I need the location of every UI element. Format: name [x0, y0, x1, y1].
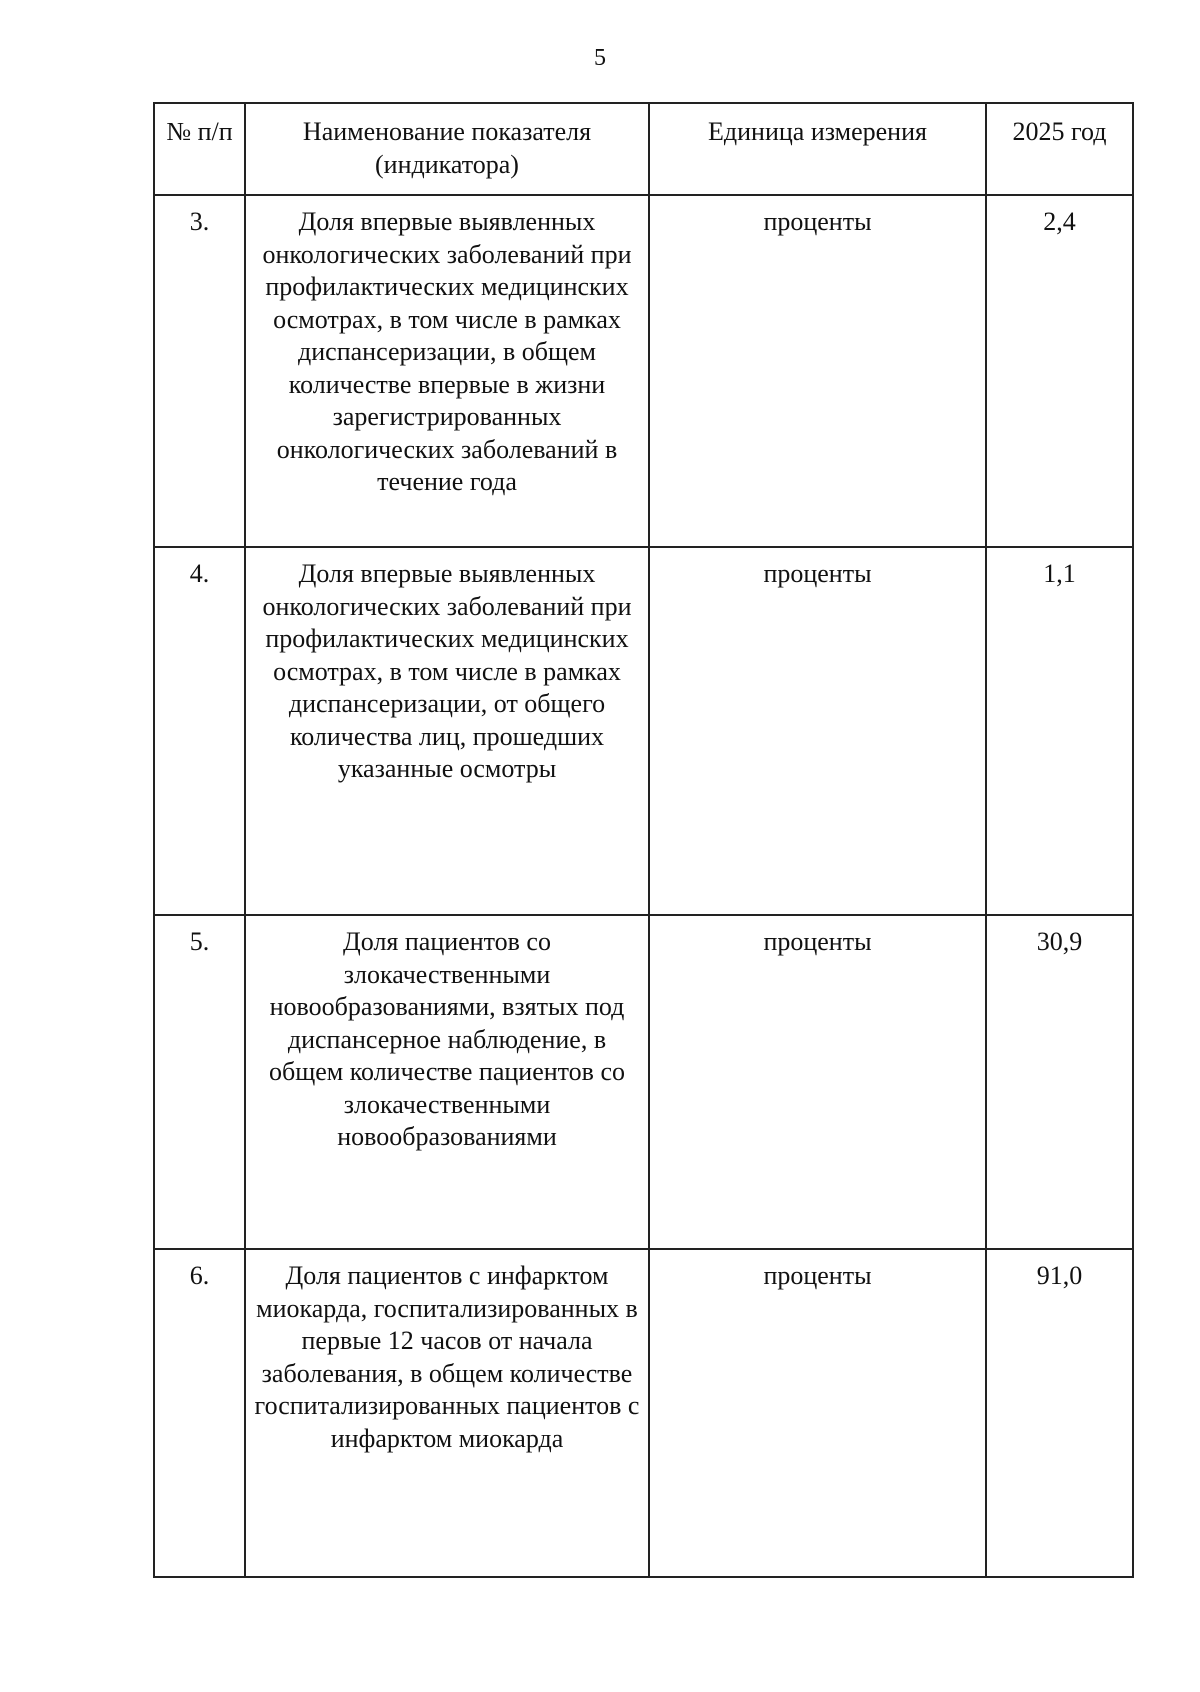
indicator-name: Доля пациентов со злокачественными новообразованиями, взятых под диспансерное наблюдение, в общем количестве пациентов со злокачественными новообразованиями — [245, 915, 649, 1249]
indicator-unit: проценты — [649, 195, 986, 547]
indicator-value: 30,9 — [986, 915, 1133, 1249]
row-number: 3. — [154, 195, 245, 547]
table-header-row — [154, 103, 1133, 195]
indicator-name: Доля пациентов с инфарктом миокарда, госпитализированных в первые 12 часов от начала заболевания, в общем количестве госпитализированных пациентов с инфарктом миокарда — [245, 1249, 649, 1577]
table-row — [154, 547, 1133, 915]
indicator-name: Доля впервые выявленных онкологических заболеваний при профилактических медицинских осмотрах, в том числе в рамках диспансеризации, в общем количестве впервые в жизни зарегистрированных онкологических заболеваний в течение года — [245, 195, 649, 547]
indicator-unit: проценты — [649, 915, 986, 1249]
row-number: 4. — [154, 547, 245, 915]
page-number: 5 — [594, 45, 606, 71]
indicator-unit: проценты — [649, 547, 986, 915]
row-number: 5. — [154, 915, 245, 1249]
indicator-value: 1,1 — [986, 547, 1133, 915]
indicator-value: 91,0 — [986, 1249, 1133, 1577]
header-number: № п/п — [154, 103, 245, 195]
header-year-value: 2025 год — [986, 103, 1133, 195]
indicator-value: 2,4 — [986, 195, 1133, 547]
header-unit: Единица измерения — [649, 103, 986, 195]
header-indicator-name: Наименование показателя (индикатора) — [245, 103, 649, 195]
indicator-unit: проценты — [649, 1249, 986, 1577]
table-row — [154, 915, 1133, 1249]
indicator-name: Доля впервые выявленных онкологических заболеваний при профилактических медицинских осмотрах, в том числе в рамках диспансеризации, от общего количества лиц, прошедших указанные осмотры — [245, 547, 649, 915]
table-row — [154, 1249, 1133, 1577]
row-number: 6. — [154, 1249, 245, 1577]
table-row — [154, 195, 1133, 547]
indicators-table — [153, 102, 1134, 1578]
